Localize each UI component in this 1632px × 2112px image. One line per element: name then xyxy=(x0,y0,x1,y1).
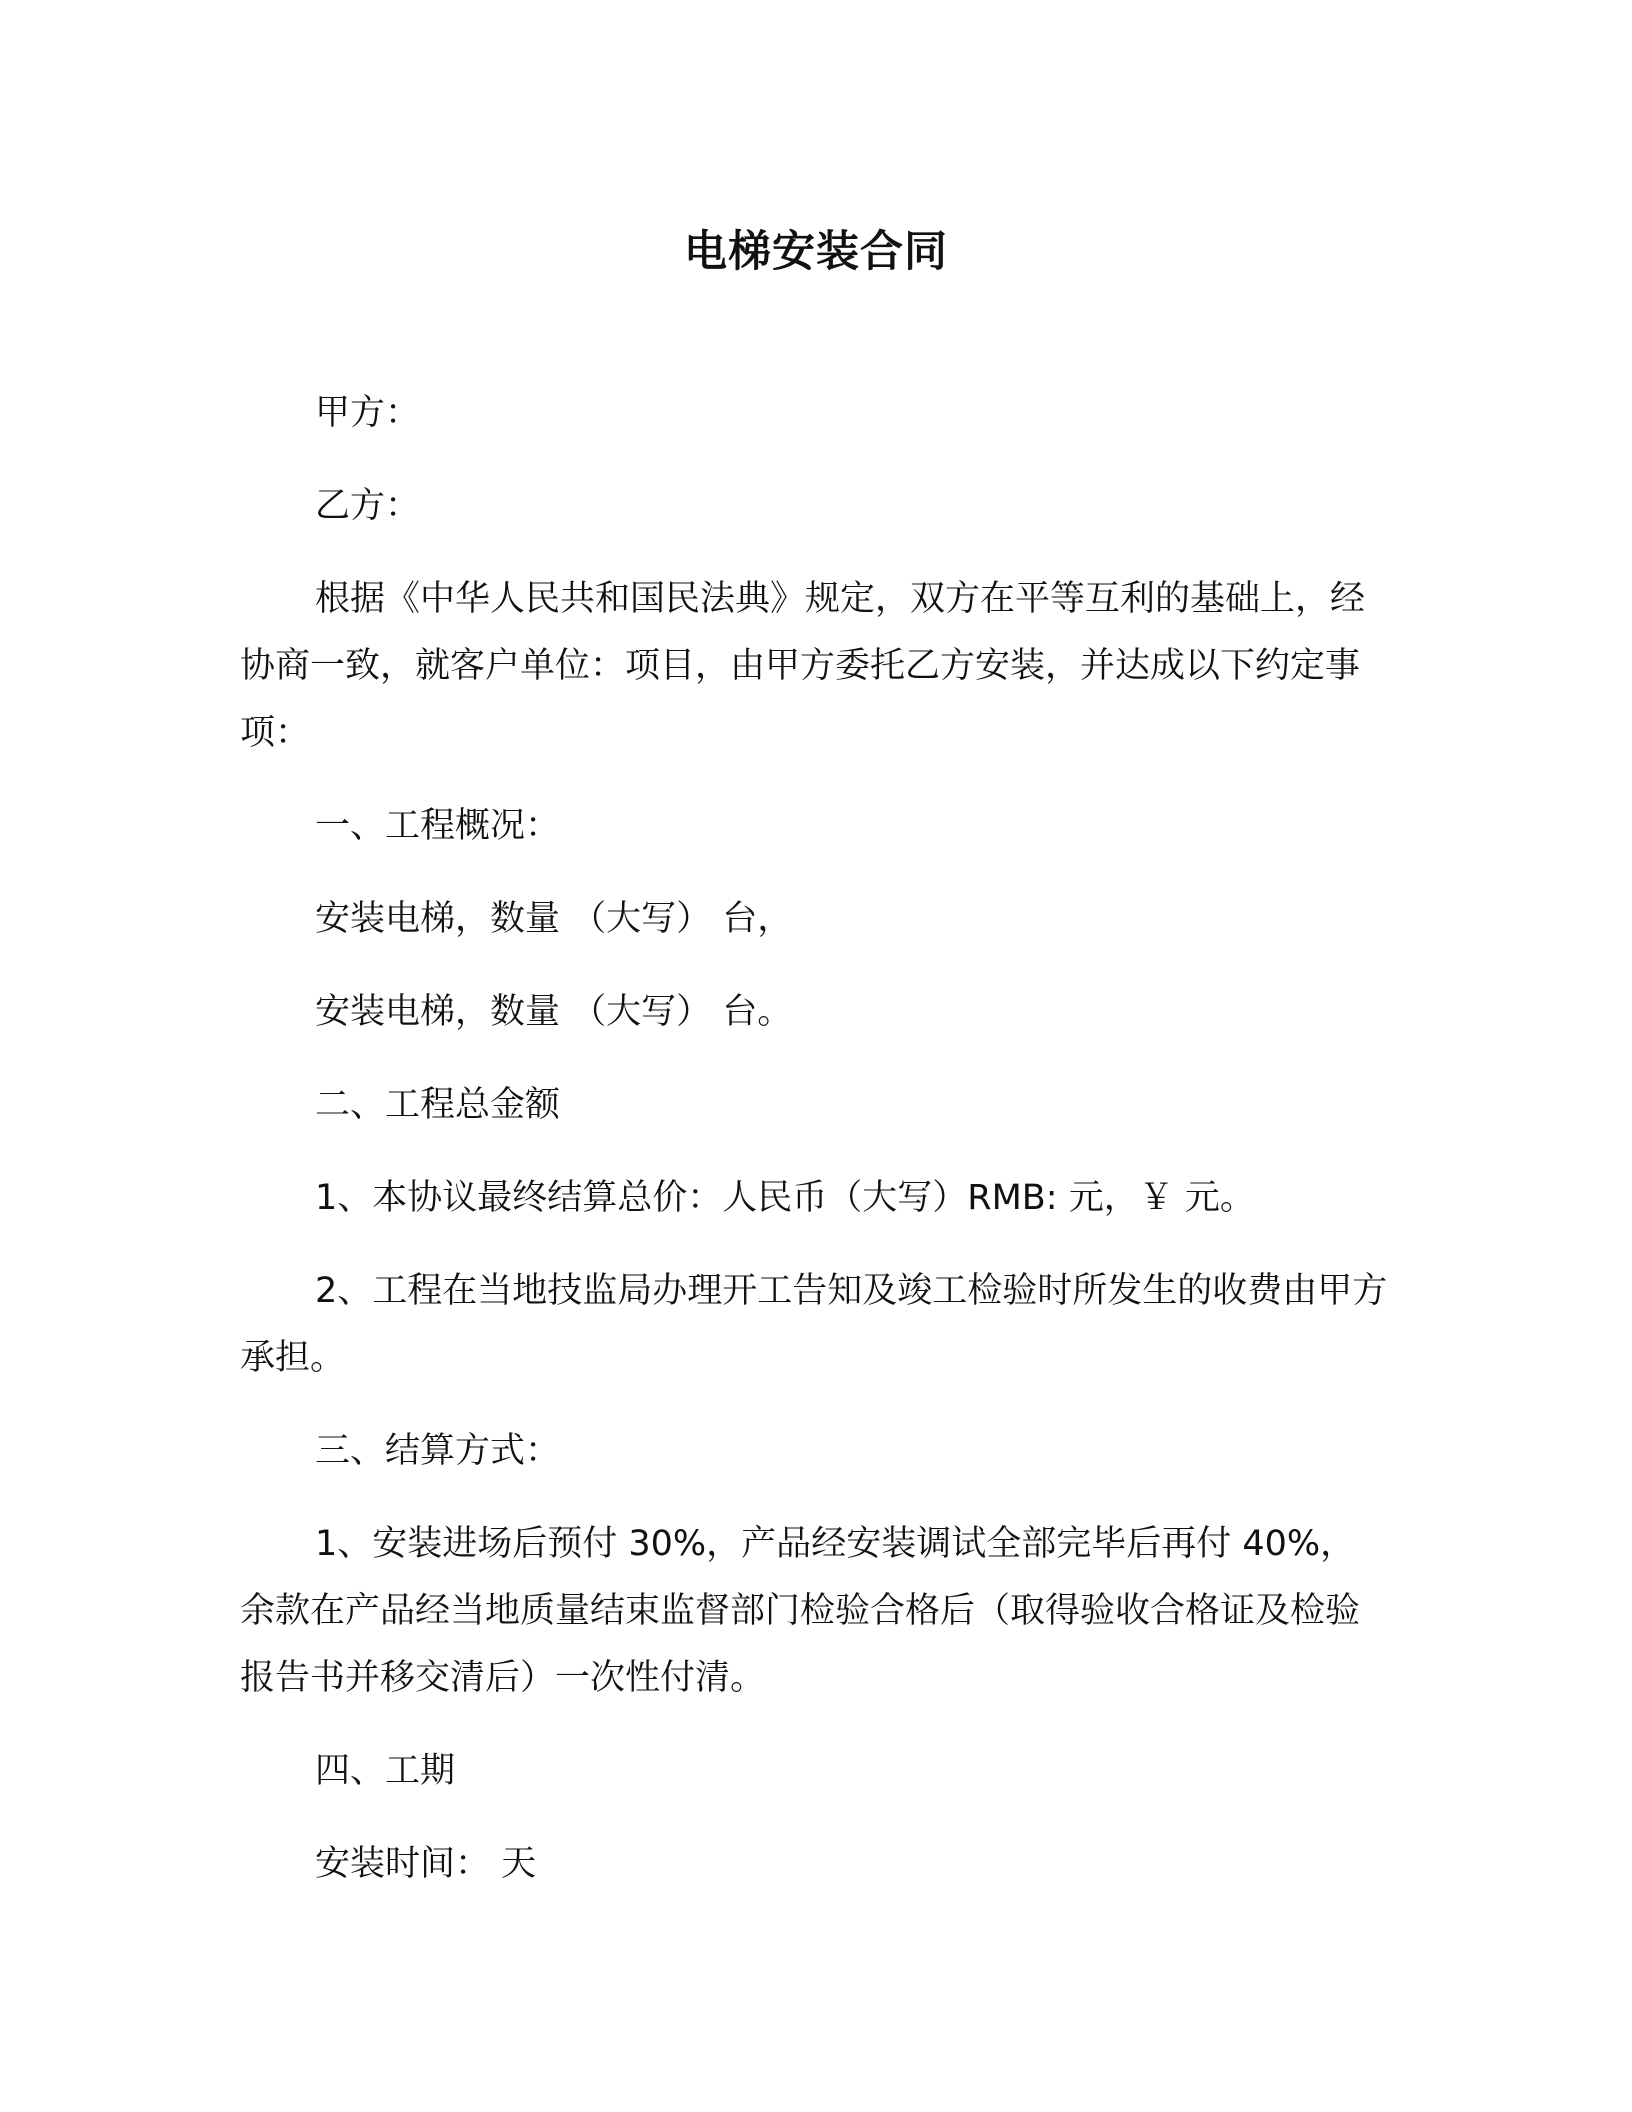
section-2-heading: 二、工程总金额 xyxy=(315,1085,561,1125)
document-title: 电梯安装合同 xyxy=(684,227,948,277)
inspection-fee-clause: 2、工程在当地技监局办理开工告知及竣工检验时所发生的收费由甲方承担。 xyxy=(240,1271,1388,1378)
elevator-quantity-line-2: 安装电梯，数量 （大写） 台。 xyxy=(315,992,793,1032)
payment-terms-clause: 1、安装进场后预付 30%，产品经安装调试全部完毕后再付 40%，余款在产品经当地质量结束监督部门检验合格后（取得验收合格证及检验报告书并移交清后）一次性付清。 xyxy=(240,1524,1361,1698)
document-body xyxy=(240,380,1390,1924)
section-3-heading: 三、结算方式： xyxy=(315,1431,561,1471)
preamble-paragraph: 根据《中华人民共和国民法典》规定，双方在平等互利的基础上，经协商一致，就客户单位：项目，由甲方委托乙方安装，并达成以下约定事项： xyxy=(240,579,1366,753)
party-b-line: 乙方： xyxy=(315,486,421,526)
installation-time-line: 安装时间： 天 xyxy=(315,1844,537,1884)
party-a-line: 甲方： xyxy=(315,393,421,433)
section-4-heading: 四、工期 xyxy=(315,1751,456,1791)
section-1-heading: 一、工程概况： xyxy=(315,806,561,846)
total-price-clause: 1、本协议最终结算总价：人民币（大写）RMB: 元，￥ 元。 xyxy=(315,1178,1255,1218)
elevator-quantity-line-1: 安装电梯，数量 （大写） 台， xyxy=(315,899,793,939)
